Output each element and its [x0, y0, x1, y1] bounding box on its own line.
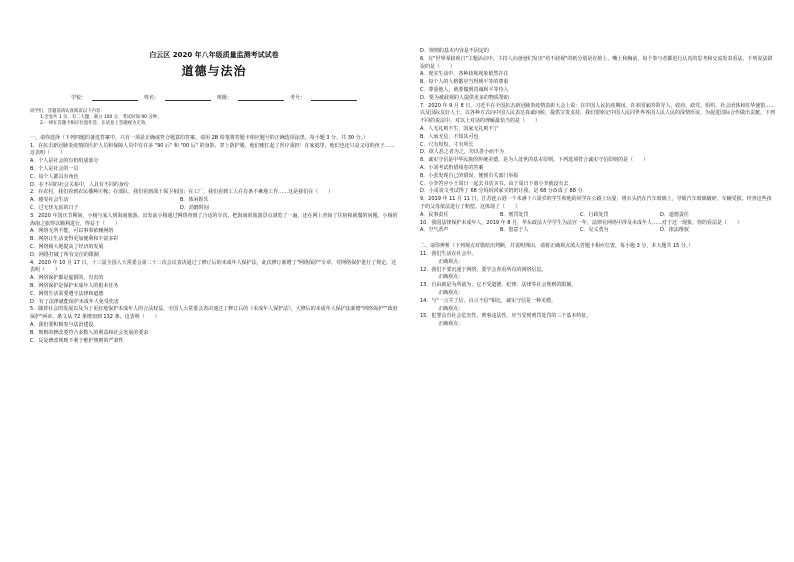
answer-label: 正确观点： [438, 274, 464, 281]
notice-item: 2.一律在答题卡相应位置作答，在试卷上答题视为无效。 [40, 120, 150, 126]
option: B．患意于人 [500, 227, 529, 234]
section1-heading: 一、请你选择（下列四题的备选答案中，只有一项是正确或符合题意的答案。请用 2B 铅笔将答题卡相应题号的正确选项涂黑。每小题 3 分，共 30 分。） [30, 134, 369, 141]
left-column [30, 0, 398, 345]
question-5: 5．随着社会的发展以及为了更好地保护未成年人的合法权益，全国人大常委会表决通过了修订后的《未成年人保护法》，大修后的未成年人保护法新增"网络保护""政府保护"两章，条文从 72 条增加到 132 条，这表明（ ） [30, 306, 398, 321]
option: A．现实生活中，各种歧视现象依然存在 [420, 71, 509, 78]
question-11: 11．我们生活在社会中。 [420, 250, 477, 257]
option: D．有了法律就能保护未成年人免受伤害 [30, 298, 119, 305]
option: D．规则的基本内容是不固定的 [420, 48, 489, 54]
option: A．感受社会生活 [30, 197, 69, 204]
question-2: 2．在农村，我们看到农民播种庄稼；在部队，我们看到战士保卫祖国；在工厂，我们看到工人在有条不紊地工作……这是我们在（ ） [30, 189, 334, 196]
option: D．在不同的社会关系中，人具有不同的身份 [30, 181, 129, 188]
question-1: 1．在抗击新冠肺炎疫情的医护人员和保障人员中有许多 "90 后" 和 "00 后" 的身影，穿上防护服，他们便扛起了医疗重担！在家庭里，他们也还只是父母的孩子……这表明（ ） [30, 142, 395, 157]
option: B．规则的修改要符合多数人的利益和社会发展的要求 [30, 329, 149, 336]
question-6: 6．在"世界零歧视日"主题活动中，主持人向爸爸们发出"培不歧视"的纸分别是在脸上、嘴上和胸前，每个参与者都进行认真的思考和交流发表看法，下列说法错误的是（ ） [420, 55, 773, 70]
option: A．我们要积极参与法治建设 [30, 321, 94, 328]
notice-intro: 同学们，答题前请认真阅读以下内容： [30, 108, 105, 114]
option: B．网络让生活变得更加便利和丰富多彩 [30, 236, 119, 243]
name-label: 姓名： [143, 95, 159, 101]
question-12: 12．我们不要沉迷于网络，要学会查看所有的网络信息。 [420, 266, 547, 273]
option-row [420, 212, 776, 220]
option: D．网络打破了所有交往的限制 [30, 251, 99, 258]
class-label: 班级： [217, 95, 233, 101]
option: C．行政处罚 [580, 211, 609, 218]
option: B．网络保护是保护未成年人的根本任务 [30, 282, 119, 289]
right-column [420, 48, 776, 329]
option: C．每个人都具有角色 [30, 173, 79, 180]
option: C．尊重他人，就要做到真诚和平等待人 [420, 86, 509, 93]
option: A．个人是社会的有机组成部分 [30, 158, 99, 165]
option: B．人而无信，不知其可也 [420, 133, 479, 140]
option: C．网络生活需要遵守法律和道德 [30, 290, 104, 297]
class-blank [238, 95, 284, 101]
question-14: 14．与"一言失了信，百言不信"相比，诚实守信是一种美德。 [420, 297, 556, 304]
question-15: 15．犯罪具有社会危害性、刑事违法性、应当受到刑罚处罚的三个基本特征。 [420, 313, 592, 320]
question-8: 8．诚实守信是中华民族的传统美德，是为人处世的基本原则。下列选项符合诚实守信原则的是（ ） [420, 157, 649, 164]
question-13: 13．自由就是为所欲为，它不受道德、纪律、法律等社会规则的限制。 [420, 282, 577, 289]
option: A．空气香声 [420, 227, 449, 234]
section2-heading: 二、请你辨析（下列观点对错给出判断，并说明理由，请将正确观点填入答题卡相应位置，每小题 3 分，本大题共 15 分。） [420, 243, 694, 250]
question-3: 3．2020 年国庆节期间，小杨与家人到海南旅游。出发前小杨通过网络查到了合适的车次，把海南的旅游景点浏览了一遍，还在网上查询了住宿和就餐的问题。小杨的海南之旅得以顺利进行，得益于（ ） [30, 212, 398, 227]
option: C．网络极大地提高了经济的发展 [30, 243, 104, 250]
option: D．要为被歧视的人提供更多的物质帮助 [420, 94, 509, 101]
option: C．反复修改规则不利于维护规则的严肃性 [30, 337, 124, 344]
option: B．个人是社会的一员 [30, 165, 79, 172]
option: B．每个人的人格都应当得到平等的尊重 [420, 79, 509, 86]
option: B．小张发现自己的错误，便到有关部门举报 [420, 172, 519, 179]
option: D．小哥说文考试得了 68 分妈妈回家买奶奶让我，是 68 分改成了 88 分 [420, 188, 583, 195]
option: C．过无忧无虑的日子 [30, 204, 79, 211]
question-7: 7．2020 年 9 月 8 日，习近平在全国抗击新冠肺炎疫情表彰大会上说：在中国人民抗疫期间，许多国家的领导人、政府、政党、组织、社会团体和驻华使馆……以及国际友好人士，以各种方式向中国人民表达真诚问候、提供宝贵支持，我们要铭记中国人民同世界各国人民人民的深情厚谊，为促进国际合作做出贡献。下列不同的说法中，对以上对话的理解最恰当的是（ ） [420, 102, 776, 125]
option: D．消磨时间 [180, 204, 209, 211]
exam-notice [30, 109, 398, 127]
option: D．欲人恶之者为之，勿以善小而不为 [420, 149, 504, 156]
option-row [30, 197, 398, 205]
option: A．民事责任 [420, 211, 449, 218]
question-9: 9．2019 年 11 月 11 日，江苏连云港一个未满十六周岁的学生和他的同学在公路上玩耍，将石头扔在汽车玻璃上，导致汽车玻璃破碎，车辆受损。经查这些孩子的父母依法进行了赔偿。这体现了（ ） [420, 196, 772, 210]
name-blank [165, 95, 211, 101]
option: A．小刘考试扔错阅卷的答案 [420, 164, 484, 171]
option: D．依法维权 [660, 227, 689, 234]
option: A．网络无所不能，可以事事依赖网络 [30, 228, 114, 235]
school-blank [92, 95, 138, 101]
id-blank [311, 95, 357, 101]
exam-title: 白云区 2020 年八年级质量监测考试试卷 [149, 51, 279, 59]
answer-label: 正确观点： [438, 305, 464, 312]
school-label: 学校： [70, 95, 86, 101]
option: B．刑罚处罚 [500, 211, 529, 218]
question-10: 10．我国法律保护未成年人，2019 年 8 月，华东政法大学学生为法官一年，法律在网络中涉及未成年人……对于这一现象，你的看法是（ ） [420, 219, 743, 226]
id-label: 考号： [290, 95, 306, 101]
option: B．体闲娱乐 [180, 197, 209, 204]
option-row [420, 227, 776, 235]
student-info-row [30, 95, 398, 103]
option: A．人无礼则不生，国家无礼则不宁 [420, 125, 499, 132]
option-row [30, 205, 398, 213]
option: C．小李答应小王周日一起去书店买书，由于周日下雨小李就没有去 [420, 180, 569, 187]
question-4: 4．2020 年 10 月 17 日，十三届全国人大常委会第二十二次会议表决通过了修订后的未成年人保护法，此次修订新增了"网络保护"专章，对网络保护进行了规定。这表明（ ） [30, 259, 397, 274]
subject-title: 道德与法治 [181, 64, 247, 78]
answer-label: 正确观点： [438, 258, 464, 265]
option: C．见义勇为 [580, 227, 609, 234]
option: C．尺有短短，寸有所长 [420, 141, 474, 148]
answer-label: 正确观点： [438, 321, 464, 328]
answer-label: 正确观点： [438, 289, 464, 296]
option: D．道德责任 [660, 211, 689, 218]
notice-item: 1.全卷共 1 页，有二大题，满分 100 分，考试时间 90 分钟。 [40, 114, 162, 120]
option: A．网络保护都是虚假的、有害的 [30, 275, 104, 282]
